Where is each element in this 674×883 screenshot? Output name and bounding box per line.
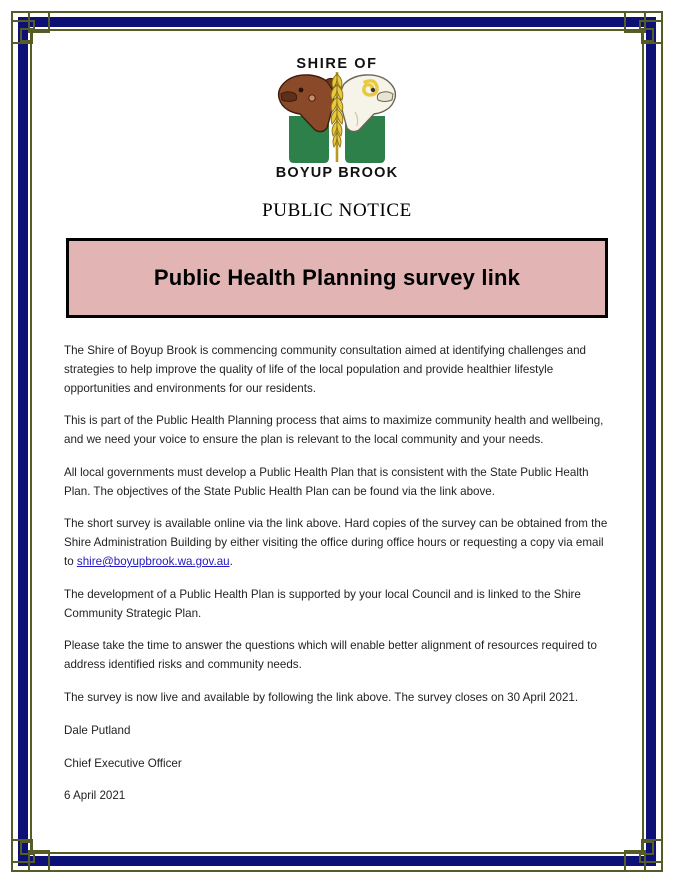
paragraph: All local governments must develop a Public Health Plan that is consistent with the State Public Health Plan. The objectives of the State Public Health Plan can be found via the link above. <box>64 465 589 498</box>
email-link[interactable]: shire@boyupbrook.wa.gov.au <box>76 555 230 569</box>
signatory-name: Dale Putland <box>64 723 131 737</box>
notice-date: 6 April 2021 <box>64 789 126 803</box>
survey-text-after-link: . <box>229 555 233 569</box>
signatory-position: Chief Executive Officer <box>64 756 182 770</box>
survey-paragraph <box>64 515 608 571</box>
paragraph: This is part of the Public Health Planning process that aims to maximize community health and wellbeing, and we need your voice to ensure the plan is relevant to the local community and your needs. <box>64 414 604 447</box>
paragraph: Please take the time to answer the questions which will enable better alignment of resources required to address identified risks and community needs. <box>64 639 597 672</box>
page-title: Public Health Planning survey link <box>153 265 521 290</box>
notice-body <box>64 342 608 806</box>
shire-of-boyup-brook-crest-icon <box>267 54 407 180</box>
paragraph: The Shire of Boyup Brook is commencing community consultation aimed at identifying challenges and strategies to help improve the quality of life of the local population and provide healthier lifestyle opportunities and environments for our residents. <box>64 344 586 395</box>
paragraph: The survey is now live and available by following the link above. The survey closes on 30 April 2021. <box>64 690 579 704</box>
shire-logo <box>33 33 641 180</box>
survey-text-before-link: The short survey is available online via the link above. Hard copies of the survey can be obtained from the Shire Administration Building by either visiting the office during office hours or requesting a copy via email to <box>64 517 608 569</box>
notice-heading: PUBLIC NOTICE <box>262 200 412 221</box>
svg-text:BOYUP BROOK: BOYUP BROOK <box>275 165 399 180</box>
paragraph: The development of a Public Health Plan is supported by your local Council and is linked to the Shire Community Strategic Plan. <box>64 587 581 620</box>
notice-content <box>33 33 641 850</box>
svg-text:SHIRE OF: SHIRE OF <box>296 56 378 72</box>
title-banner <box>66 238 608 318</box>
